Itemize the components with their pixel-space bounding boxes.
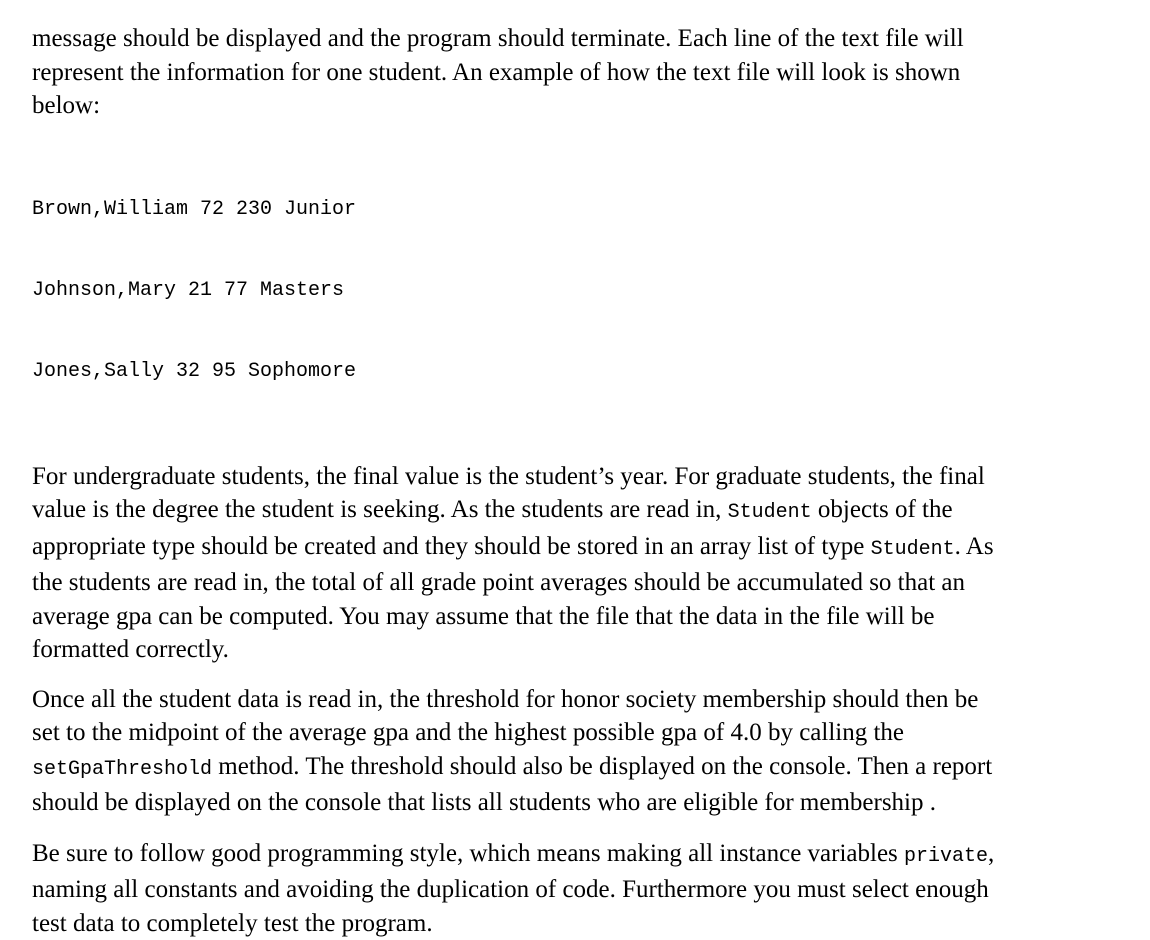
intro-paragraph — [32, 22, 1132, 123]
code-line: Jones,Sally 32 95 Sophomore — [32, 358, 1132, 385]
text-line: should be displayed on the console that lists all students who are eligible for membership . — [32, 786, 1132, 820]
text-span: , — [988, 840, 994, 867]
student-types-paragraph — [32, 460, 1132, 667]
text-line: the students are read in, the total of all grade point averages should be accumulated so that an — [32, 566, 1132, 600]
text-span: Be sure to follow good programming style, which means making all instance variables — [32, 840, 904, 867]
document-page — [32, 22, 1132, 940]
inline-code: Student — [871, 538, 955, 561]
inline-code: private — [904, 845, 988, 868]
text-line: naming all constants and avoiding the duplication of code. Furthermore you must select enough — [32, 873, 1132, 907]
text-line: represent the information for one student. An example of how the text file will look is shown — [32, 56, 1132, 90]
text-line: For undergraduate students, the final value is the student’s year. For graduate students, the final — [32, 460, 1132, 494]
text-line: below: — [32, 89, 1132, 123]
text-line: average gpa can be computed. You may assume that the file that the data in the file will be — [32, 600, 1132, 634]
text-span: objects of the — [812, 496, 953, 523]
inline-code: Student — [728, 501, 812, 524]
text-span: . As — [955, 533, 994, 560]
text-span: appropriate type should be created and they should be stored in an array list of type — [32, 533, 871, 560]
style-paragraph — [32, 837, 1132, 940]
text-line — [32, 530, 1132, 567]
code-line: Johnson,Mary 21 77 Masters — [32, 277, 1132, 304]
example-file-block — [32, 142, 1132, 439]
text-line — [32, 750, 1132, 787]
text-line: Once all the student data is read in, the threshold for honor society membership should then be — [32, 683, 1132, 717]
text-line — [32, 493, 1132, 530]
text-span: value is the degree the student is seeking. As the students are read in, — [32, 496, 728, 523]
text-span: method. The threshold should also be displayed on the console. Then a report — [212, 753, 992, 780]
text-line — [32, 837, 1132, 874]
text-line: set to the midpoint of the average gpa and the highest possible gpa of 4.0 by calling the — [32, 716, 1132, 750]
threshold-paragraph — [32, 683, 1132, 820]
text-line: test data to completely test the program. — [32, 907, 1132, 940]
inline-code: setGpaThreshold — [32, 758, 212, 781]
text-line: formatted correctly. — [32, 633, 1132, 667]
code-line: Brown,William 72 230 Junior — [32, 196, 1132, 223]
text-line: message should be displayed and the program should terminate. Each line of the text file will — [32, 22, 1132, 56]
